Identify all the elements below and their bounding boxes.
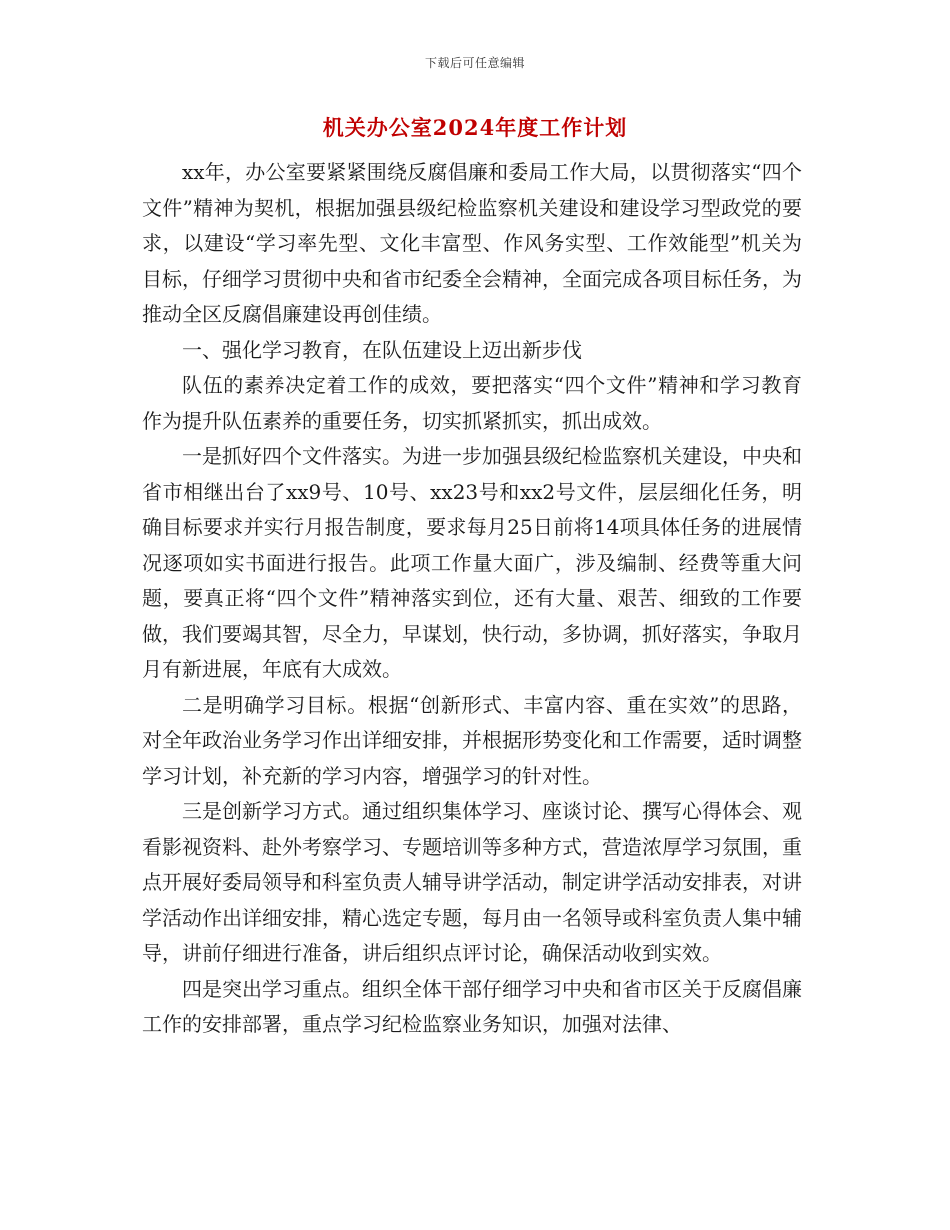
paragraph-item-1: 一是抓好四个文件落实。为进一步加强县级纪检监察机关建设，中央和省市相继出台了xx9号、10号、xx23号和xx2号文件，层层细化任务，明确目标要求并实行月报告制度，要求每月25日前将14项具体任务的进展情况逐项如实书面进行报告。此项工作量大面广，涉及编制、经费等重大问题，要真正将“四个文件”精神落实到位，还有大量、艰苦、细致的工作要做，我们要竭其智，尽全力，早谋划，快行动，多协调，抓好落实，争取月月有新进展，年底有大成效。: [142, 444, 802, 681]
document-title: 机关办公室2024年度工作计划: [322, 115, 628, 140]
paragraph-item-2: 二是明确学习目标。根据“创新形式、丰富内容、重在实效”的思路，对全年政治业务学习作出详细安排，并根据形势变化和工作需要，适时调整学习计划，补充新的学习内容，增强学习的针对性。: [142, 692, 802, 788]
paragraph-intro: xx年，办公室要紧紧围绕反腐倡廉和委局工作大局，以贯彻落实“四个文件”精神为契机，根据加强县级纪检监察机关建设和建设学习型政党的要求，以建设“学习率先型、文化丰富型、作风务实型、工作效能型”机关为目标，仔细学习贯彻中央和省市纪委全会精神，全面完成各项目标任务，为推动全区反腐倡廉建设再创佳绩。: [142, 160, 802, 326]
paragraph-item-3: 三是创新学习方式。通过组织集体学习、座谈讨论、撰写心得体会、观看影视资料、赴外考察学习、专题培训等多种方式，营造浓厚学习氛围，重点开展好委局领导和科室负责人辅导讲学活动，制定讲学活动安排表，对讲学活动作出详细安排，精心选定专题，每月由一名领导或科室负责人集中辅导，讲前仔细进行准备，讲后组织点评讨论，确保活动收到实效。: [142, 799, 802, 965]
paragraph-team-quality: 队伍的素养决定着工作的成效，要把落实“四个文件”精神和学习教育作为提升队伍素养的重要任务，切实抓紧抓实，抓出成效。: [142, 373, 802, 433]
header-note: 下载后可任意编辑: [424, 56, 525, 70]
section-heading-1: 一、强化学习教育，在队伍建设上迈出新步伐: [182, 337, 582, 362]
document-body: [142, 155, 802, 1043]
paragraph-item-4: 四是突出学习重点。组织全体干部仔细学习中央和省市区关于反腐倡廉工作的安排部署，重点学习纪检监察业务知识，加强对法律、: [142, 976, 802, 1036]
